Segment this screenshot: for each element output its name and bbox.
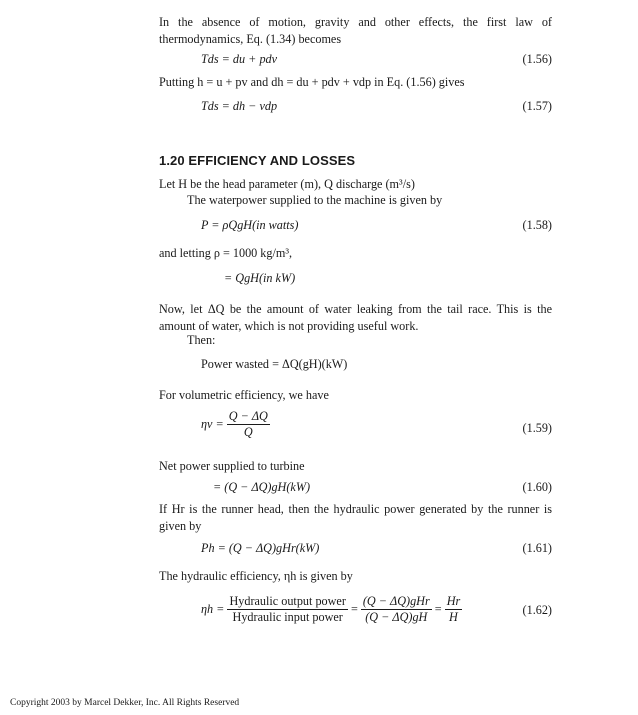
equation-number-1-60: (1.60) — [522, 480, 552, 494]
paragraph-putting: Putting h = u + pv and dh = du + pdv + vdp in Eq. (1.56) gives — [159, 75, 465, 89]
equation-number-1-58: (1.58) — [522, 218, 552, 232]
paragraph-head-parameter: Let H be the head parameter (m), Q discharge (m³/s) — [159, 177, 415, 191]
paragraph-first-law: In the absence of motion, gravity and other effects, the first law of thermodynamics, Eq. (1.34) becomes — [159, 15, 552, 46]
equation-1-62-fraction-ratio-denominator: H — [449, 610, 458, 624]
paragraph-leakage: Now, let ΔQ be the amount of water leaking from the tail race. This is the amount of water, which is not providing useful work. — [159, 302, 552, 333]
equation-power-kw: = QgH(in kW) — [224, 271, 296, 285]
paragraph-net-power: Net power supplied to turbine — [159, 459, 305, 473]
paragraph-then: Then: — [187, 333, 216, 347]
equation-1-62-fraction-symbols-numerator: (Q − ΔQ)gHr — [362, 594, 430, 608]
paragraph-runner-head: If Hr is the runner head, then the hydraulic power generated by the runner is given by — [159, 502, 552, 533]
equation-1-58: P = ρQgH(in watts) — [201, 218, 299, 232]
equation-number-1-62: (1.62) — [522, 603, 552, 617]
equation-1-62-fraction-words-denominator: Hydraulic input power — [232, 610, 343, 624]
equation-1-59 — [201, 409, 270, 440]
equation-1-62-fraction-ratio — [445, 594, 463, 625]
equation-1-59-fraction — [227, 409, 270, 440]
equation-1-62-fraction-words-numerator: Hydraulic output power — [229, 594, 346, 608]
copyright-footer: Copyright 2003 by Marcel Dekker, Inc. All Rights Reserved — [10, 698, 240, 708]
equation-number-1-57: (1.57) — [522, 99, 552, 113]
equation-1-59-numerator: Q − ΔQ — [228, 409, 268, 423]
paragraph-hydraulic-efficiency: The hydraulic efficiency, ηh is given by — [159, 569, 353, 583]
equation-1-61: Ph = (Q − ΔQ)gHr(kW) — [201, 541, 320, 555]
equation-1-62-fraction-ratio-numerator: Hr — [446, 594, 461, 608]
paragraph-waterpower: The waterpower supplied to the machine is given by — [187, 193, 443, 207]
equation-number-1-56: (1.56) — [522, 52, 552, 66]
equation-1-62-fraction-symbols-denominator: (Q − ΔQ)gH — [365, 610, 428, 624]
paragraph-letting-rho: and letting ρ = 1000 kg/m³, — [159, 246, 293, 260]
equation-1-60: = (Q − ΔQ)gH(kW) — [213, 480, 311, 494]
equation-1-62-lhs: ηh = — [201, 602, 225, 616]
equation-number-1-61: (1.61) — [522, 541, 552, 555]
equation-power-wasted: Power wasted = ΔQ(gH)(kW) — [201, 357, 348, 371]
equation-1-59-lhs: ηv = — [201, 417, 224, 431]
section-heading: 1.20 EFFICIENCY AND LOSSES — [159, 153, 356, 168]
equation-1-62: ηh = $\frac{\text{Hydraulic output power}}{\text{Hydraulic input power}}$ = $\frac{\text{(Q − ΔQ)gHr}}{(Q - \Delta Q)gH}$ = $\frac{Hr}{H}$ — [201, 594, 461, 624]
equation-1-62-fraction-words — [227, 594, 347, 625]
equation-1-57: Tds = dh − vdp — [201, 99, 278, 113]
equation-1-62-fraction-symbols — [361, 594, 432, 625]
equation-number-1-59: (1.59) — [522, 421, 552, 435]
paragraph-volumetric: For volumetric efficiency, we have — [159, 388, 329, 402]
equation-1-59-denominator: Q — [243, 425, 253, 439]
equation-1-56: Tds = du + pdv — [201, 52, 278, 66]
